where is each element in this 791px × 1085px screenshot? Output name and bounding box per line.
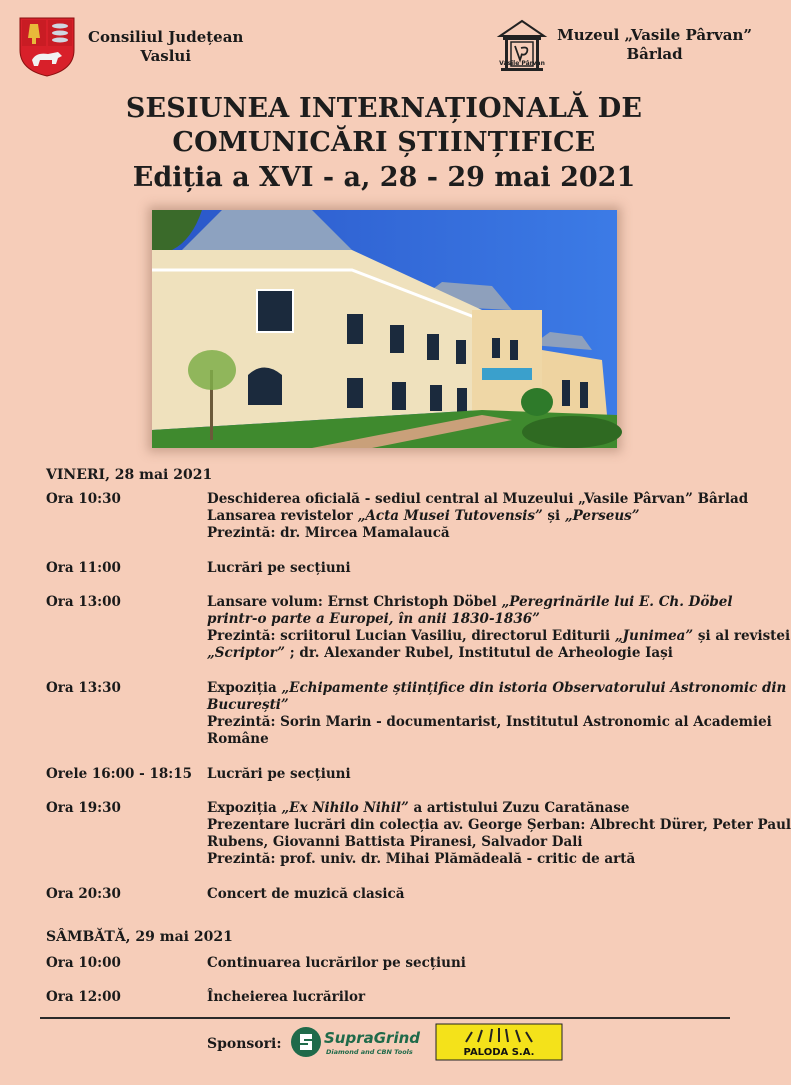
museum-header: [497, 18, 752, 76]
schedule-description: [207, 491, 749, 542]
supragrind-tagline: Diamond and CBN Tools: [325, 1048, 413, 1056]
description-line: [207, 594, 737, 611]
footer-divider: [40, 1017, 730, 1019]
schedule-description: [207, 766, 737, 783]
description-line: [207, 560, 737, 577]
italic-title-text: „Junimea”: [614, 628, 694, 644]
description-line: [207, 989, 737, 1006]
italic-title-text: „Acta Musei Tutovensis”: [357, 508, 543, 524]
schedule-description: [207, 560, 737, 577]
italic-title-text: printr-o parte a Europei, în anii 1830-1836”: [207, 611, 540, 627]
schedule-description: [207, 680, 787, 748]
italic-title-text: „Echipamente științifice din istoria Observatorului Astronomic din: [281, 680, 787, 696]
description-text: a artistului Zuzu Caratănase: [408, 800, 630, 816]
county-crest-icon: [18, 16, 76, 78]
museum-city: Bârlad: [626, 45, 683, 63]
italic-title-text: „Perseus”: [564, 508, 640, 524]
title-line-1: SESIUNEA INTERNAȚIONALĂ DE: [125, 93, 643, 124]
schedule-description: [207, 886, 737, 903]
description-line: [207, 491, 749, 508]
schedule-time: Orele 16:00 - 18:15: [46, 766, 192, 782]
saturday-heading: SÂMBĂTĂ, 29 mai 2021: [46, 929, 233, 945]
sponsors-label: Sponsori:: [207, 1036, 282, 1052]
description-text: Rubens, Giovanni Battista Piranesi, Salvador Dali: [207, 834, 583, 850]
description-text: Prezintă: dr. Mircea Mamalaucă: [207, 525, 450, 541]
description-text: ; dr. Alexander Rubel, Institutul de Arheologie Iași: [285, 645, 673, 661]
supragrind-logo-icon: [290, 1024, 422, 1060]
title-edition-date: Ediția a XVI - a, 28 - 29 mai 2021: [132, 162, 636, 193]
description-line: [207, 628, 791, 645]
museum-logo-label: Vasile Pârvan: [499, 60, 545, 67]
sponsors-bar: [207, 1024, 562, 1060]
description-line: [207, 508, 737, 525]
italic-title-text: București”: [207, 697, 289, 713]
event-title: [0, 92, 768, 196]
schedule-description: [207, 955, 737, 972]
description-line: [207, 766, 737, 783]
description-line: [207, 955, 737, 972]
county-council-name: Consiliul Județean: [88, 28, 244, 46]
supragrind-name: SupraGrind: [323, 1029, 420, 1047]
schedule-time: Ora 11:00: [46, 560, 121, 576]
italic-title-text: „Peregrinările lui E. Ch. Döbel: [501, 594, 733, 610]
description-line: [207, 525, 737, 542]
schedule-time: Ora 10:30: [46, 491, 121, 507]
description-text: Deschiderea oficială - sediul central al Muzeului „Vasile Pârvan” Bârlad: [207, 491, 749, 507]
description-line: [207, 886, 737, 903]
description-text: Lucrări pe secțiuni: [207, 560, 351, 576]
description-text: Prezintă: prof. univ. dr. Mihai Plămădeală - critic de artă: [207, 851, 636, 867]
description-text: Expoziția: [207, 680, 282, 696]
schedule-description: [207, 989, 737, 1006]
description-line: [207, 834, 737, 851]
description-line: [207, 731, 737, 748]
description-text: Lansarea revistelor: [207, 508, 358, 524]
museum-building-photo: [152, 210, 617, 448]
description-text: și: [542, 508, 565, 524]
description-text: Prezintă: Sorin Marin - documentarist, Institutul Astronomic al Academiei: [207, 714, 772, 730]
description-text: Prezentare lucrări din colecția av. George Șerban: Albrecht Dürer, Peter Paul: [207, 817, 791, 833]
museum-name: Muzeul „Vasile Pârvan”: [557, 26, 752, 44]
description-line: [207, 714, 772, 731]
paloda-logo-icon: [436, 1024, 562, 1060]
schedule-time: Ora 20:30: [46, 886, 121, 902]
italic-title-text: „Scriptor”: [207, 645, 286, 661]
title-line-2: COMUNICĂRI ȘTIINȚIFICE: [172, 127, 596, 158]
schedule-description: [207, 800, 791, 868]
schedule-time: Ora 12:00: [46, 989, 121, 1005]
schedule-time: Ora 13:00: [46, 594, 121, 610]
description-text: Lansare volum: Ernst Christoph Döbel: [207, 594, 502, 610]
schedule-time: Ora 10:00: [46, 955, 121, 971]
county-name: Vaslui: [140, 47, 192, 65]
description-line: [207, 851, 737, 868]
schedule-time: Ora 13:30: [46, 680, 121, 696]
description-text: Lucrări pe secțiuni: [207, 766, 351, 782]
museum-logo-icon: [497, 18, 547, 76]
friday-heading: VINERI, 28 mai 2021: [46, 467, 213, 483]
description-text: și al revistei: [693, 628, 791, 644]
description-text: Continuarea lucrărilor pe secțiuni: [207, 955, 466, 971]
description-line: [207, 680, 787, 697]
description-line: [207, 817, 791, 834]
description-line: [207, 645, 737, 662]
county-council-header: [18, 16, 243, 78]
description-text: Prezintă: scriitorul Lucian Vasiliu, directorul Editurii: [207, 628, 615, 644]
schedule-time: Ora 19:30: [46, 800, 121, 816]
description-line: [207, 697, 737, 714]
description-text: Române: [207, 731, 269, 747]
description-text: Concert de muzică clasică: [207, 886, 405, 902]
description-text: Încheierea lucrărilor: [207, 989, 366, 1005]
paloda-name: PALODA S.A.: [463, 1047, 534, 1058]
museum-building-image: [152, 210, 617, 448]
description-line: [207, 800, 737, 817]
description-line: [207, 611, 737, 628]
description-text: Expoziția: [207, 800, 282, 816]
schedule-description: [207, 594, 791, 662]
italic-title-text: „Ex Nihilo Nihil”: [281, 800, 409, 816]
